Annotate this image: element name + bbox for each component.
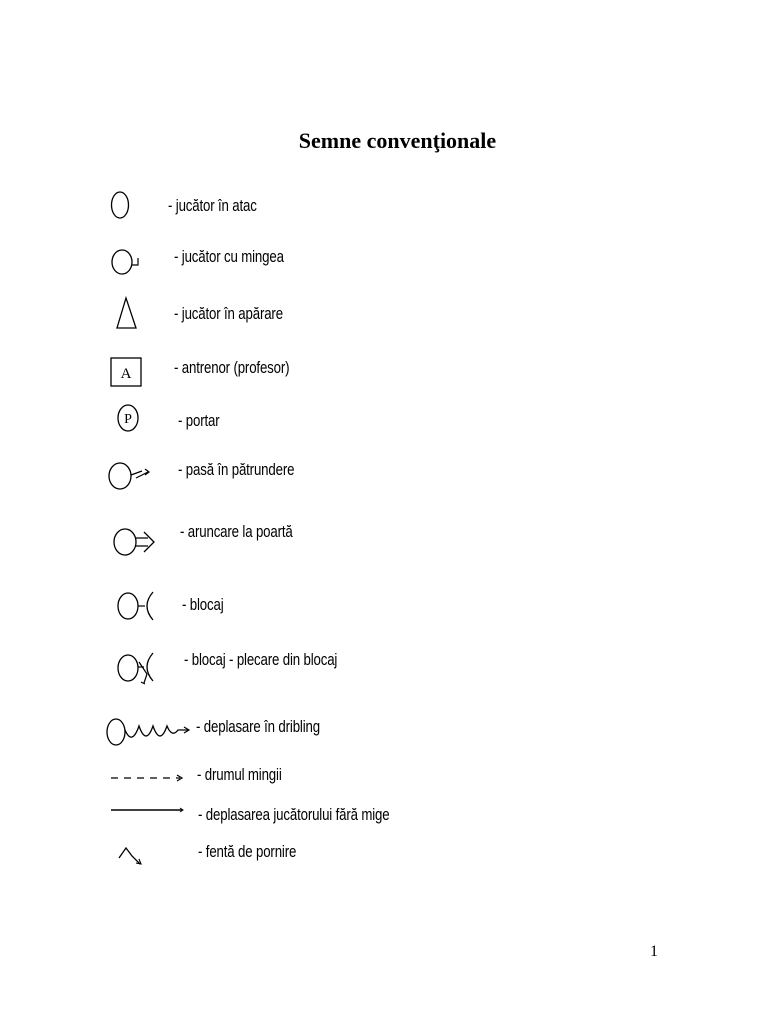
legend-item-dribbling — [0, 712, 768, 762]
legend-item-block — [0, 588, 768, 638]
movement-line-icon — [110, 800, 190, 830]
defending-player-triangle-icon — [112, 296, 152, 336]
legend-label: - blocaj - plecare din blocaj — [184, 650, 338, 669]
legend-label: - jucător în apărare — [174, 304, 283, 323]
legend-item-defending-player — [0, 296, 768, 346]
legend-item-coach — [0, 355, 768, 405]
shot-on-goal-icon — [112, 520, 162, 560]
page-number: 1 — [650, 943, 658, 960]
legend-label: - aruncare la poartă — [180, 522, 293, 541]
starting-feint-icon — [116, 838, 166, 878]
legend-label: - deplasare în dribling — [196, 717, 320, 736]
goalkeeper-symbol-text: P — [124, 412, 132, 427]
legend-item-player-with-ball — [0, 245, 768, 295]
legend-item-penetrating-pass — [0, 456, 768, 506]
legend-label: - jucător cu mingea — [174, 247, 284, 266]
legend-item-block-release — [0, 648, 768, 698]
legend-item-attacking-player — [0, 188, 768, 238]
goalkeeper-circle-icon — [117, 402, 157, 442]
legend-item-shot-on-goal — [0, 520, 768, 570]
page-title: Semne convenţionale — [298, 128, 497, 153]
legend-label: - antrenor (profesor) — [174, 358, 290, 377]
legend-label: - drumul mingii — [197, 765, 282, 784]
legend-label: - portar — [178, 411, 220, 430]
legend-label: - blocaj — [182, 595, 224, 614]
legend-label: - fentă de pornire — [198, 842, 297, 861]
legend-label: - pasă în pătrundere — [178, 460, 295, 479]
legend-label: - deplasarea jucătorului fără mige — [198, 805, 390, 824]
penetrating-pass-icon — [108, 456, 158, 496]
coach-symbol-text: A — [120, 366, 132, 382]
legend-item-goalkeeper — [0, 402, 768, 452]
block-icon — [117, 588, 167, 628]
player-with-ball-icon — [110, 245, 150, 285]
coach-box-icon — [110, 355, 150, 395]
block-release-icon — [117, 648, 167, 688]
dribbling-movement-icon — [106, 712, 206, 752]
legend-label: - jucător în atac — [168, 196, 257, 215]
attacking-player-circle-icon — [110, 188, 150, 228]
legend-item-starting-feint — [0, 838, 768, 888]
ball-path-dashed-icon — [110, 763, 190, 793]
